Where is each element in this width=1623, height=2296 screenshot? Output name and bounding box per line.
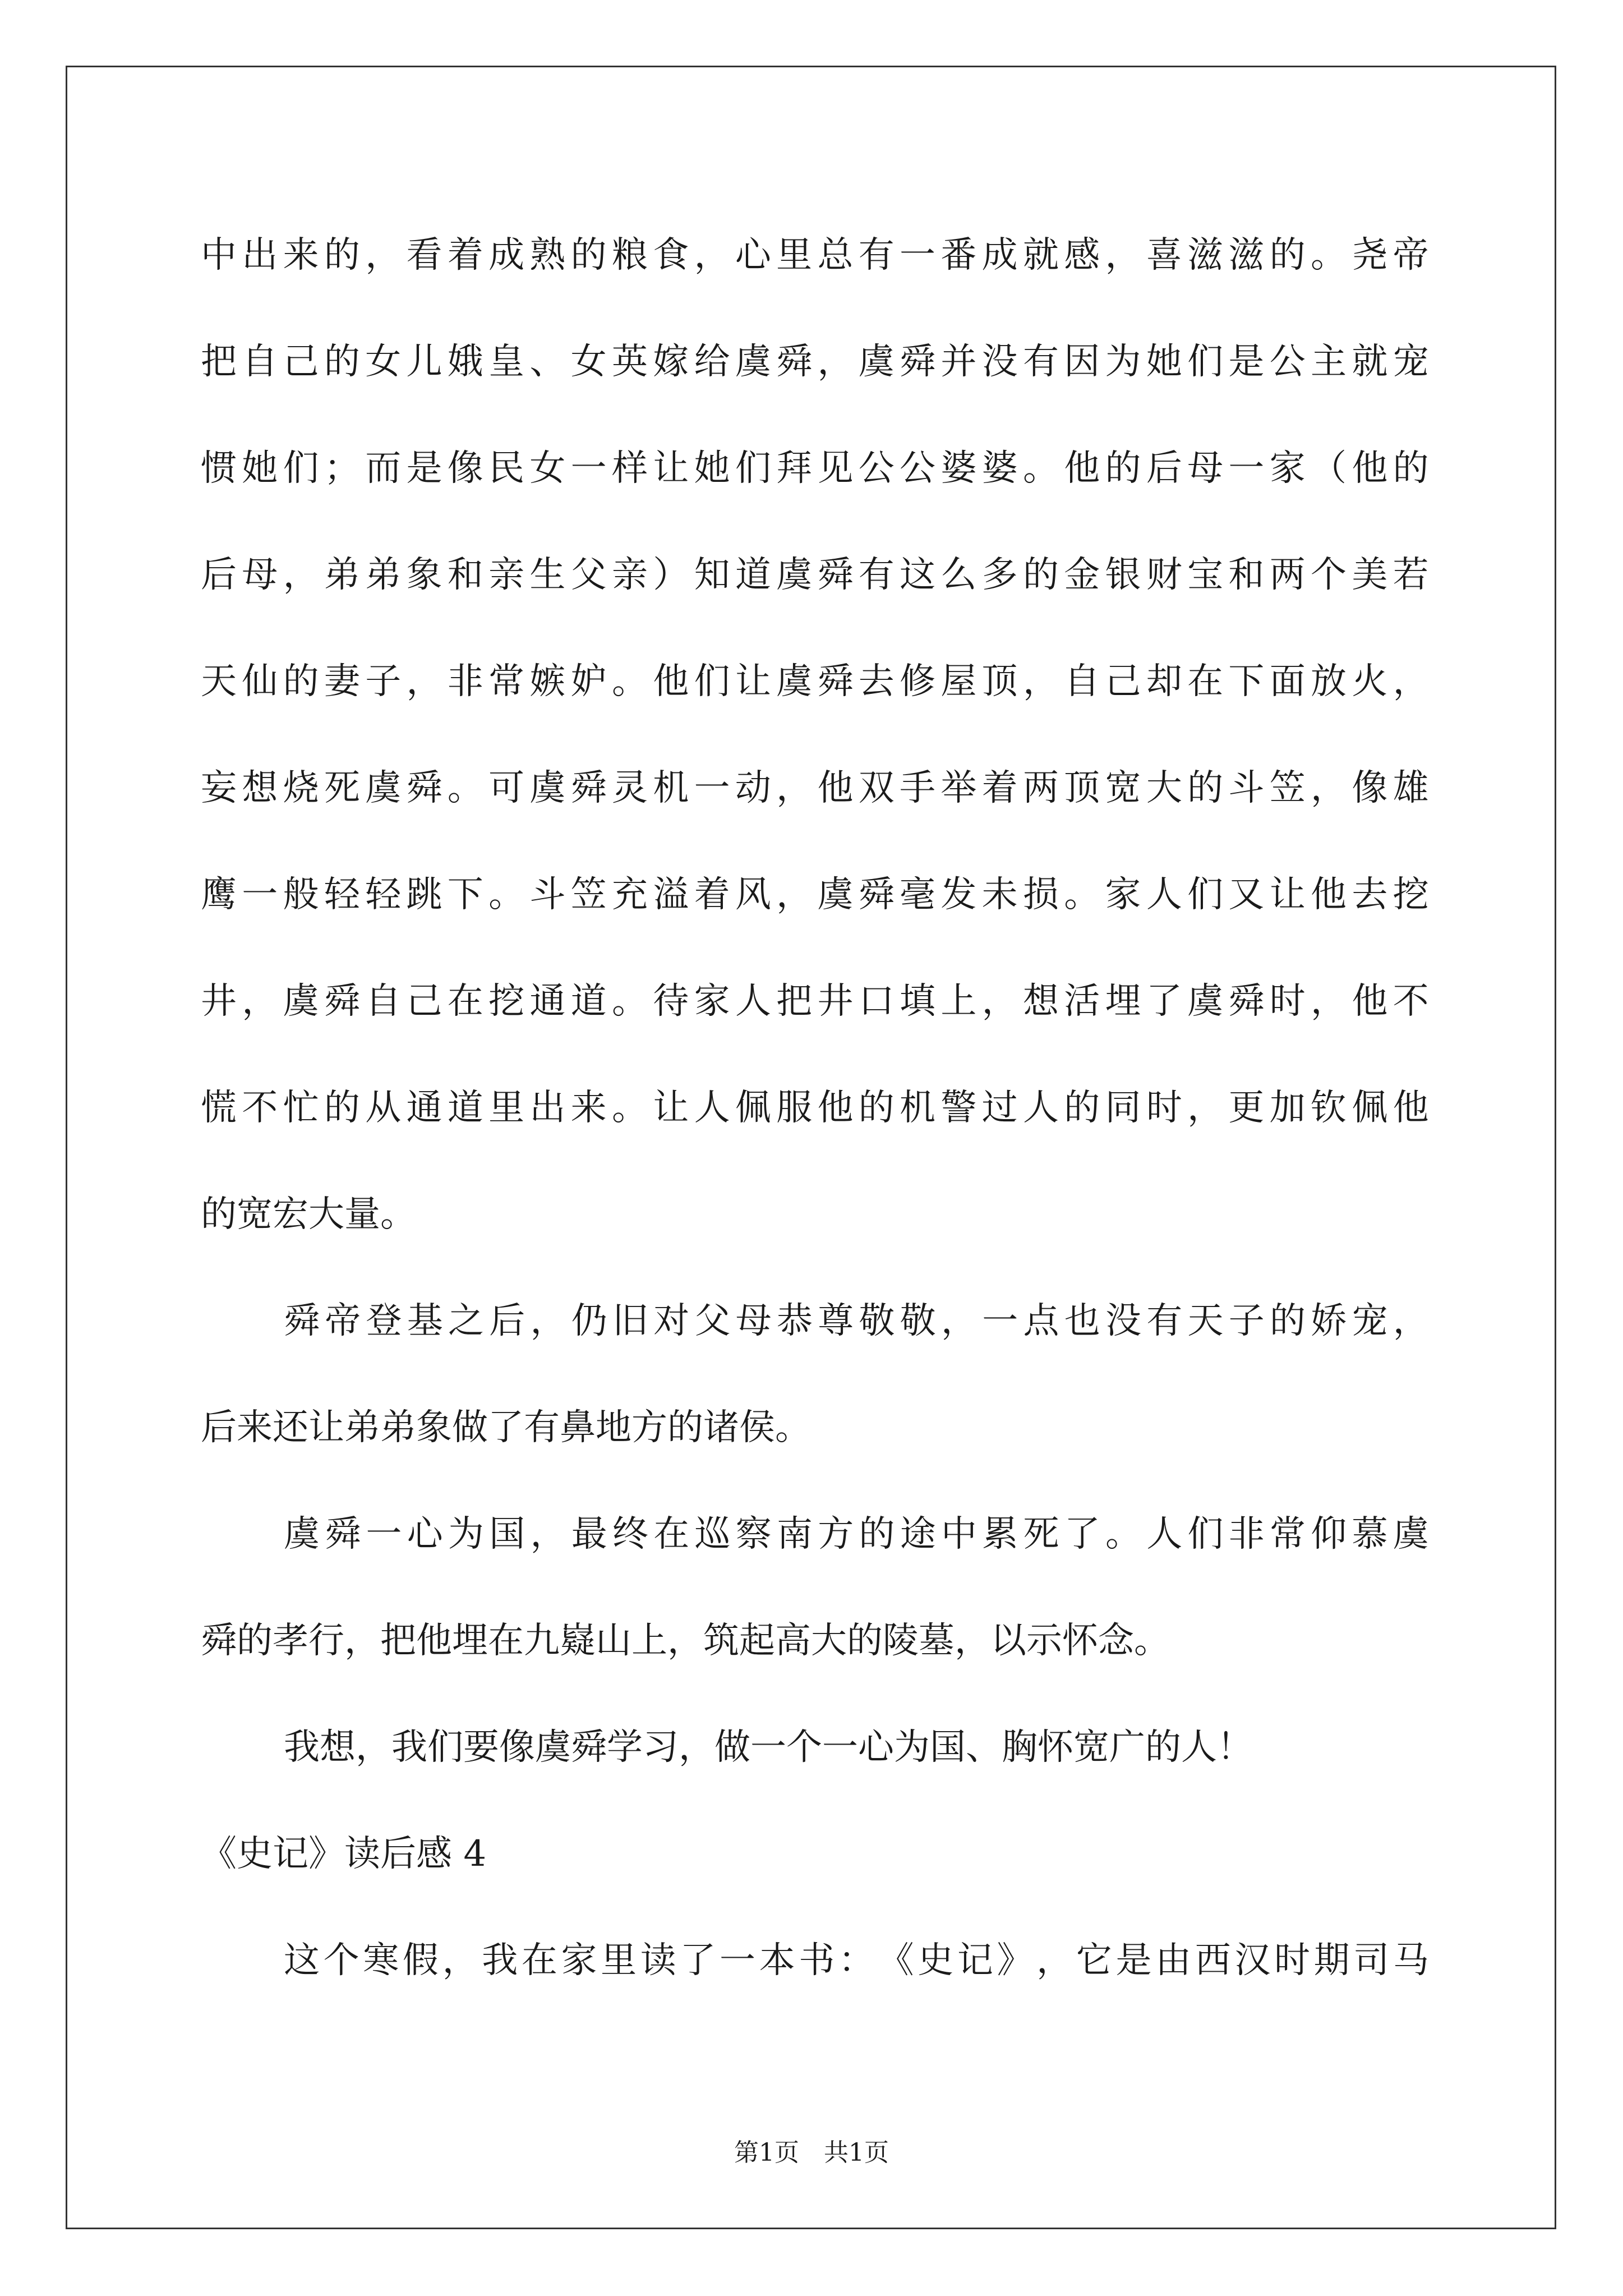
text-line: 的宽宏大量。 <box>201 1194 416 1235</box>
text-line: 舜 帝 登 基 之 后 ， 仍 旧 对 父 母 恭 尊 敬 敬 ， 一 点 也 没 有 天 子 的 娇 宠 ， <box>284 1300 1429 1342</box>
text-line: 慌 不 忙 的 从 通 道 里 出 来 。 让 人 佩 服 他 的 机 警 过 人 的 同 时 ， 更 加 钦 佩 他 <box>201 1087 1429 1129</box>
text-line: 天 仙 的 妻 子 ， 非 常 嫉 妒 。 他 们 让 虞 舜 去 修 屋 顶 ， 自 己 却 在 下 面 放 火 ， <box>201 661 1429 702</box>
text-line: 《史记》读后感 4 <box>201 1833 487 1875</box>
text-line: 虞 舜 一 心 为 国 ， 最 终 在 巡 察 南 方 的 途 中 累 死 了 。 人 们 非 常 仰 慕 虞 <box>284 1513 1429 1555</box>
text-line: 这 个 寒 假 ， 我 在 家 里 读 了 一 本 书 ： 《 史 记 》 ， 它 是 由 西 汉 时 期 司 马 <box>284 1940 1429 1981</box>
text-line: 中 出 来 的 ， 看 着 成 熟 的 粮 食 ， 心 里 总 有 一 番 成 就 感 ， 喜 滋 滋 的 。 尧 帝 <box>201 234 1429 276</box>
text-line: 井 ， 虞 舜 自 己 在 挖 通 道 。 待 家 人 把 井 口 填 上 ， 想 活 埋 了 虞 舜 时 ， 他 不 <box>201 981 1429 1022</box>
document-body <box>201 202 1429 2014</box>
text-line: 舜的孝行，把他埋在九嶷山上，筑起高大的陵墓，以示怀念。 <box>201 1620 1170 1662</box>
page-footer: 第1页 共1页 <box>734 2138 889 2167</box>
text-line: 我想，我们要像虞舜学习，做一个一心为国、胸怀宽广的人！ <box>284 1727 1253 1768</box>
text-line: 惯 她 们 ； 而 是 像 民 女 一 样 让 她 们 拜 见 公 公 婆 婆 。 他 的 后 母 一 家 （ 他 的 <box>201 448 1429 489</box>
text-line: 后 母 ， 弟 弟 象 和 亲 生 父 亲 ） 知 道 虞 舜 有 这 么 多 的 金 银 财 宝 和 两 个 美 若 <box>201 554 1429 596</box>
text-line: 妄 想 烧 死 虞 舜 。 可 虞 舜 灵 机 一 动 ， 他 双 手 举 着 两 顶 宽 大 的 斗 笠 ， 像 雄 <box>201 767 1429 809</box>
text-line: 把 自 己 的 女 儿 娥 皇 、 女 英 嫁 给 虞 舜 ， 虞 舜 并 没 有 因 为 她 们 是 公 主 就 宠 <box>201 341 1429 383</box>
text-line: 鹰 一 般 轻 轻 跳 下 。 斗 笠 充 溢 着 风 ， 虞 舜 毫 发 未 损 。 家 人 们 又 让 他 去 挖 <box>201 874 1429 915</box>
text-line: 后来还让弟弟象做了有鼻地方的诸侯。 <box>201 1407 811 1448</box>
